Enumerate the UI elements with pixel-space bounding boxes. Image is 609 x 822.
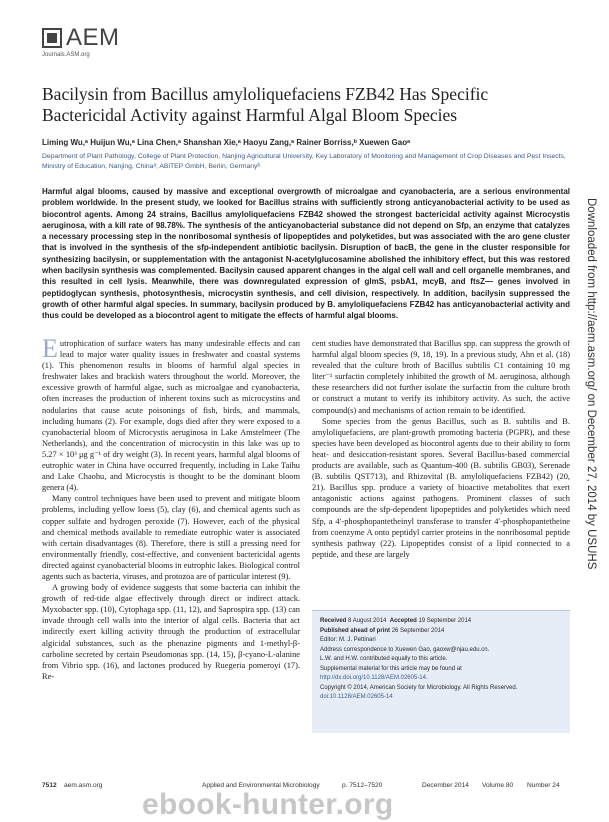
paragraph-text: utrophication of surface waters has many undesirable effects and can lead to major water quality issues in freshwater and coastal systems (1). This phenomenon results in blooms of harmful algal species in freshwater lakes and brackish waters throughout the world. Moreover, the excessive growth of harmful algae, such as microalgae and cyanobacteria, often increases the production of inherent toxins such as microcystins and nodularins that cause acute poisonings of fish, birds, and mammals, including humans (2). For example, dogs died after they were exposed to a cyanobacterial bloom of Microcystis aeruginosa in Lake Amstelmeer (The Netherlands), and the concentration of microcystin in this lake was up to 5.27 × 10³ μg g⁻¹ of dry weight (3). In recent years, harmful algal blooms of eutrophic water in China have occurred frequently, including in Lake Taihu and Lake Chaohu, and Microcystis is thought to be the dominant bloom genera (4).: [42, 339, 300, 493]
page-number: 7512: [42, 782, 57, 789]
editor-line: Editor: M. J. Pettinari: [320, 637, 376, 643]
published-line: Published ahead of print 26 September 2014: [320, 627, 445, 634]
logo-text: AEM: [66, 24, 120, 51]
journals-link[interactable]: Journals.ASM.org: [42, 52, 90, 58]
body-paragraph: [42, 334, 300, 493]
article-info-box: [312, 610, 570, 733]
body-column-right: [312, 338, 570, 560]
issue-date: December 2014: [422, 782, 469, 789]
body-paragraph: cent studies have demonstrated that Bacillus spp. can suppress the growth of harmful algal bloom species (9, 18, 19). In a previous study, Ahn et al. (18) revealed that the culture broth of Bacillus subtilis C1 containing 10 mg liter⁻¹ surfactin completely inhibited the growth of M. aeruginosa, although these researchers did not further isolate the surfactin from the culture broth or construct a mutant to verify its inhibitory activity. As such, the active compound(s) and mechanisms of action remain to be identified.: [312, 339, 570, 415]
article-title: Bacilysin from Bacillus amyloliquefaciens FZB42 Has Specific Bactericidal Activity against Harmful Algal Bloom Species: [42, 84, 489, 125]
watermark-text: ebook-hunter.org: [142, 788, 394, 821]
site-link[interactable]: aem.asm.org: [64, 782, 103, 789]
issue-number: Number 24: [527, 782, 560, 789]
dates-line: Received 8 August 2014 Accepted 19 September 2014: [320, 618, 472, 624]
drop-cap: E: [42, 334, 58, 363]
body-paragraph: A growing body of evidence suggests that some bacteria can inhibit the growth of red-tide algae effectively through direct or indirect attack. Myxobacter spp. (10), Cytophaga spp. (11, 12), and Saprospira spp. (13) can invade through cell walls into the interior of algal cells. Bacteria that act indirectly exert killing activity through the production of extracellular algicidal substances, such as the phenazine pigments and 1-methyl-β-carboline secreted by certain Pseudomonas spp. (14, 15), β-cyano-L-alanine from Vibrio spp. (16), and lactones produced by Ruegeria pomeroyi (17). Re-: [42, 583, 300, 681]
correspondence: Address correspondence to Xuewen Gao, gaoxw@njau.edu.cn.: [320, 646, 490, 653]
affiliations: Department of Plant Pathology, College of Plant Protection, Nanjing Agricultural University, Key Laboratory of Monitoring and Management of Crop Diseases and Pest Insects, Ministry of Education, Nanjing, Chinaᵃ; ABiTEP GmbH, Berlin, Germanyᵇ: [42, 153, 566, 170]
abstract: Harmful algal blooms, caused by massive and exceptional overgrowth of microalgae and cyanobacteria, are a serious environmental problem worldwide. In the present study, we looked for Bacillus strains with sufficiently strong anticyanobacterial activity to be used as biocontrol agents. Among 24 strains, Bacillus amyloliquefaciens FZB42 showed the strongest bactericidal activity against Microcystis aeruginosa, with a kill rate of 98.78%. The synthesis of the anticyanobacterial substance did not depend on Sfp, an enzyme that catalyzes a necessary processing step in the nonribosomal synthesis of lipopeptides and polyketides, but was associated with the aro gene cluster that is involved in the synthesis of the sfp-independent antibiotic bacilysin. Disruption of bacB, the gene in the cluster responsible for synthesizing bacilysin, or supplementation with the antagonist N-acetylglucosamine abolished the inhibitory effect, but this was restored when bacilysin synthesis was complemented. Bacilysin caused apparent changes in the algal cell wall and cell organelle membranes, and this resulted in cell lysis. Meanwhile, there was downregulated expression of glmS, psbA1, mcyB, and ftsZ— genes involved in peptidoglycan synthesis, photosynthesis, microcystin synthesis, and cell division, respectively. In addition, bacilysin suppressed the growth of other harmful algal species. In summary, bacilysin produced by B. amyloliquefaciens FZB42 has anticyanobacterial activity and thus could be developed as a biocontrol agent to mitigate the effects of harmful algal blooms.: [42, 187, 570, 321]
aem-logo-icon: [42, 28, 62, 48]
body-column-left: [42, 334, 300, 682]
equal-contribution: L.W. and H.W. contributed equally to this article.: [320, 656, 448, 662]
copyright: Copyright © 2014, American Society for Microbiology. All Rights Reserved.: [320, 684, 518, 691]
author-list: Liming Wu,ᵃ Huijun Wu,ᵃ Lina Chen,ᵃ Shanshan Xie,ᵃ Haoyu Zang,ᵃ Rainer Borriss,ᵇ Xuewen Gaoᵃ: [42, 138, 411, 147]
journal-name: Applied and Environmental Microbiology: [202, 782, 320, 789]
body-paragraph: Many control techniques have been used to prevent and mitigate bloom problems, including yellow loess (5), clay (6), and chemical agents such as copper sulfate and hydrogen peroxide (7). However, each of the physical and chemical methods available to remediate eutrophic water is associated with certain disadvantages (8). Therefore, there is still a pressing need for environmentally friendly, cost-effective, and convenient bactericidal agents directed against cyanobacterial blooms in eutrophic lakes. Biological control agents such as bacteria, viruses, and protozoa are of particular interest (9).: [42, 494, 300, 581]
download-note: Downloaded from http://aem.asm.org/ on December 27, 2014 by USUHS: [585, 198, 597, 570]
body-paragraph: Some species from the genus Bacillus, such as B. subtilis and B. amyloliquefaciens, are plant-growth promoting bacteria (PGPR), and these species have been developed as biocontrol agents due to their ability to form heat- and desiccation-resistant spores. Several Bacillus-based commercial products are available, such as Quantum-400 (B. subtilis GB03), Serenade (B. subtilis QST713), and Rhizovital (B. amyloliquefaciens FZB42) (20, 21). Bacillus spp. produce a variety of bioactive metabolites that exert antagonistic actions against pathogens. Prominent classes of such compounds are the sfp-dependent lipopeptides and polyketides which need Sfp, a 4′-phosphopantetheinyl transferase to transfer 4′-phosphopantetheine from coenzyme A onto peptidyl carrier proteins in the nonribosomal peptide synthesis pathway (22). Lipopeptides consist of a lipid connected to a peptide, and these are largely: [312, 416, 570, 559]
supplemental-link[interactable]: http://dx.doi.org/10.1128/AEM.02605-14.: [320, 675, 428, 681]
doi-link[interactable]: doi:10.1128/AEM.02605-14: [320, 694, 393, 700]
supplemental-note: Supplemental material for this article may be found at http://dx.doi.org/10.1128/AEM.02605-14.: [320, 665, 462, 681]
page-range: p. 7512–7520: [342, 782, 383, 789]
download-sidebar: [581, 198, 601, 618]
volume: Volume 80: [482, 782, 514, 789]
